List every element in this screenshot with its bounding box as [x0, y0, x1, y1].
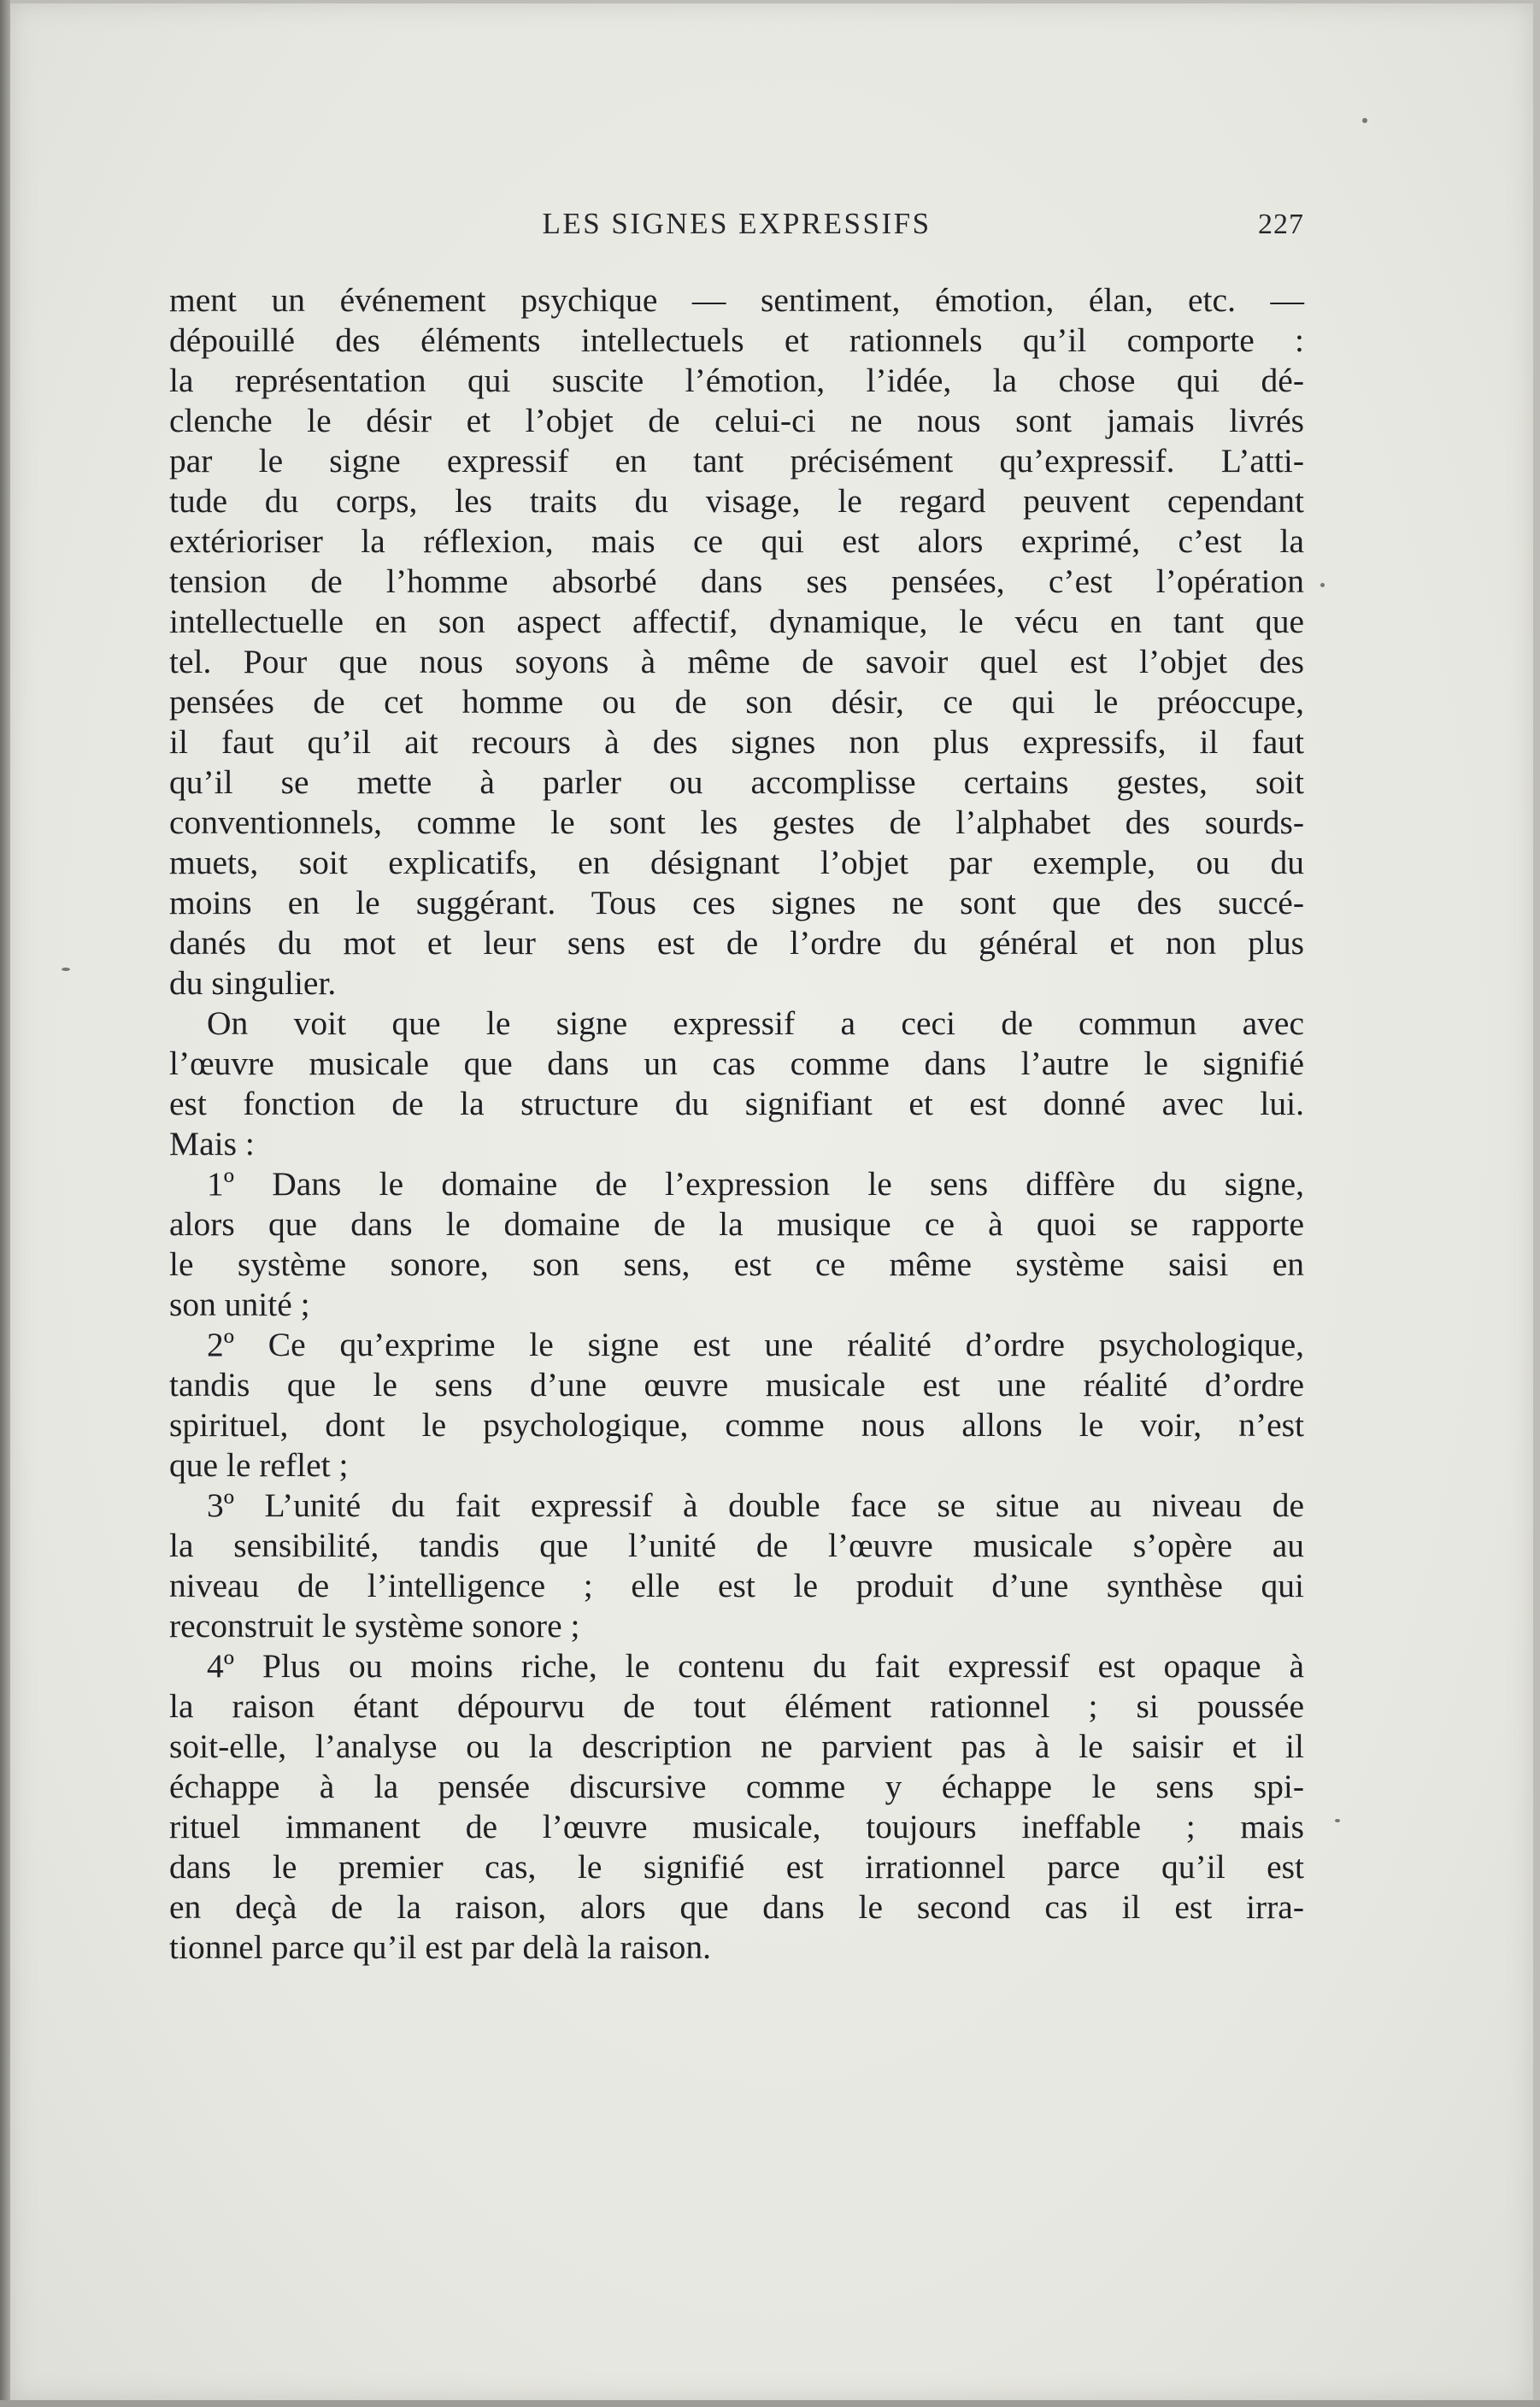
- text-line: niveau de l’intelligence ; elle est le produit d’une synthèse qui: [169, 1567, 1304, 1604]
- running-header: [169, 207, 1304, 250]
- text-line: clenche le désir et l’objet de celui-ci ne nous sont jamais livrés: [169, 402, 1304, 439]
- text-line: soit-elle, l’analyse ou la description ne parvient pas à le saisir et il: [169, 1727, 1304, 1765]
- paper-speck: [1335, 1819, 1340, 1822]
- text-line: moins en le suggérant. Tous ces signes ne sont que des succé-: [169, 884, 1304, 921]
- text-line: alors que dans le domaine de la musique ce à quoi se rapporte: [169, 1205, 1304, 1243]
- paper-speck: [62, 968, 70, 971]
- page-bottom-edge: [0, 2400, 1540, 2407]
- text-line: spirituel, dont le psychologique, comme nous allons le voir, n’est: [169, 1406, 1304, 1444]
- text-line: muets, soit explicatifs, en désignant l’objet par exemple, ou du: [169, 844, 1304, 881]
- text-line: tel. Pour que nous soyons à même de savoir quel est l’objet des: [169, 643, 1304, 680]
- body-text: [169, 280, 1304, 1968]
- page-left-edge: [0, 0, 10, 2407]
- text-line: reconstruit le système sonore ;: [169, 1607, 580, 1645]
- text-line: ment un événement psychique — sentiment, émotion, élan, etc. —: [169, 281, 1304, 319]
- text-line: en deçà de la raison, alors que dans le second cas il est irra-: [169, 1888, 1304, 1926]
- text-line: 3º L’unité du fait expressif à double face se situe au niveau de: [207, 1486, 1304, 1524]
- text-line: 4º Plus ou moins riche, le contenu du fait expressif est opaque à: [207, 1647, 1304, 1685]
- text-line: la sensibilité, tandis que l’unité de l’œuvre musicale s’opère au: [169, 1527, 1304, 1564]
- text-line: extérioriser la réflexion, mais ce qui est alors exprimé, c’est la: [169, 522, 1304, 560]
- text-line: que le reflet ;: [169, 1446, 349, 1484]
- text-line: tude du corps, les traits du visage, le regard peuvent cependant: [169, 482, 1304, 520]
- text-line: la représentation qui suscite l’émotion, l’idée, la chose qui dé-: [169, 362, 1304, 399]
- text-line: est fonction de la structure du signifiant et est donné avec lui.: [169, 1085, 1304, 1122]
- page-number: 227: [1258, 209, 1304, 240]
- text-line: son unité ;: [169, 1286, 310, 1323]
- paper-speck: [1362, 118, 1367, 123]
- text-line: dans le premier cas, le signifié est irrationnel parce qu’il est: [169, 1848, 1304, 1886]
- text-line: dépouillé des éléments intellectuels et rationnels qu’il comporte :: [169, 321, 1304, 359]
- text-line: qu’il se mette à parler ou accomplisse certains gestes, soit: [169, 763, 1304, 801]
- text-line: du singulier.: [169, 964, 337, 1002]
- text-line: intellectuelle en son aspect affectif, dynamique, le vécu en tant que: [169, 603, 1304, 640]
- text-line: Mais :: [169, 1125, 255, 1162]
- text-line: il faut qu’il ait recours à des signes non plus expressifs, il faut: [169, 723, 1304, 761]
- text-line: l’œuvre musicale que dans un cas comme dans l’autre le signifié: [169, 1045, 1304, 1082]
- paper-speck: [1320, 583, 1325, 587]
- text-line: On voit que le signe expressif a ceci de commun avec: [207, 1004, 1304, 1042]
- text-line: conventionnels, comme le sont les gestes de l’alphabet des sourds-: [169, 803, 1304, 841]
- text-line: tandis que le sens d’une œuvre musicale est une réalité d’ordre: [169, 1366, 1304, 1404]
- text-line: rituel immanent de l’œuvre musicale, toujours ineffable ; mais: [169, 1808, 1304, 1845]
- text-line: la raison étant dépourvu de tout élément rationnel ; si poussée: [169, 1687, 1304, 1725]
- text-line: 1º Dans le domaine de l’expression le sens diffère du signe,: [207, 1165, 1304, 1203]
- text-line: par le signe expressif en tant précisément qu’expressif. L’atti-: [169, 442, 1304, 480]
- text-line: tionnel parce qu’il est par delà la raison.: [169, 1928, 711, 1966]
- text-line: pensées de cet homme ou de son désir, ce qui le préoccupe,: [169, 683, 1304, 721]
- text-line: 2º Ce qu’exprime le signe est une réalité d’ordre psychologique,: [207, 1326, 1304, 1363]
- text-line: danés du mot et leur sens est de l’ordre du général et non plus: [169, 924, 1304, 962]
- text-line: échappe à la pensée discursive comme y échappe le sens spi-: [169, 1768, 1304, 1805]
- running-title: LES SIGNES EXPRESSIFS: [542, 207, 932, 240]
- text-line: tension de l’homme absorbé dans ses pensées, c’est l’opération: [169, 562, 1304, 600]
- text-line: le système sonore, son sens, est ce même système saisi en: [169, 1245, 1304, 1283]
